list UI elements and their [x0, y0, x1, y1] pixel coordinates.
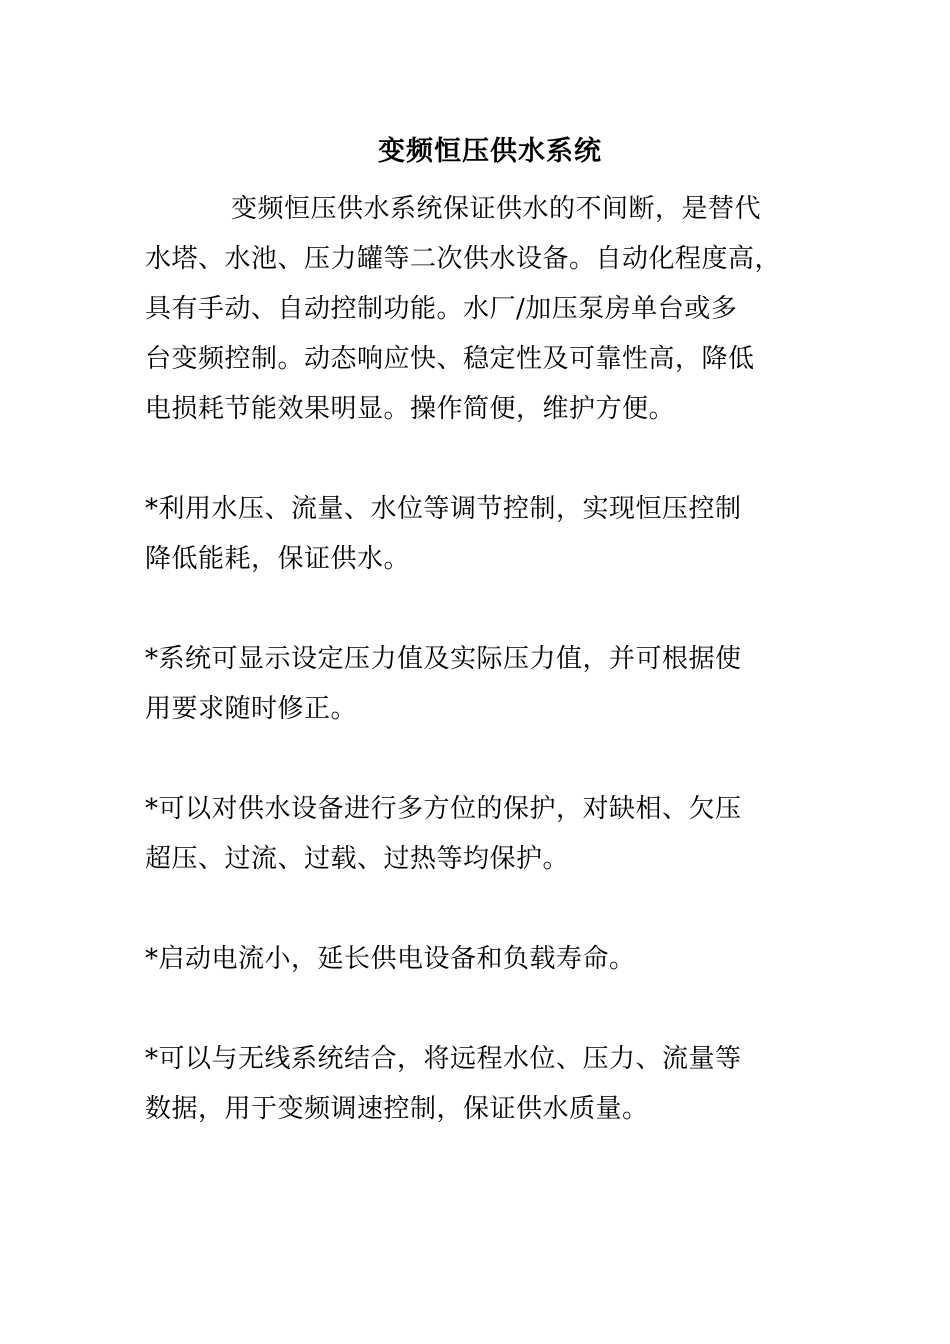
bullet-line: 超压、过流、过载、过热等均保护。: [145, 844, 570, 874]
bullet-line: 用要求随时修正。: [145, 694, 358, 724]
intro-line: 台变频控制。动态响应快、稳定性及可靠性高，降低: [145, 344, 755, 374]
intro-line: 具有手动、自动控制功能。水厂/加压泵房单台或多: [145, 294, 738, 324]
feature-bullet: [145, 1034, 825, 1134]
bullet-line: 数据，用于变频调速控制，保证供水质量。: [145, 1094, 649, 1124]
bullet-line: *启动电流小，延长供电设备和负载寿命。: [145, 944, 636, 974]
bullet-line: *可以与无线系统结合，将远程水位、压力、流量等: [145, 1044, 742, 1074]
feature-bullet: [145, 484, 825, 584]
bullet-line: *可以对供水设备进行多方位的保护，对缺相、欠压: [145, 794, 742, 824]
bullet-line: *利用水压、流量、水位等调节控制，实现恒压控制: [145, 494, 742, 524]
intro-line: 电损耗节能效果明显。操作简便，维护方便。: [145, 394, 676, 424]
feature-bullet: [145, 934, 825, 984]
intro-paragraph: [145, 184, 825, 434]
document-page: [145, 136, 825, 1134]
feature-bullet: [145, 634, 825, 734]
intro-line: 变频恒压供水系统保证供水的不间断，是替代: [231, 194, 762, 224]
feature-bullet: [145, 784, 825, 884]
bullet-line: 降低能耗，保证供水。: [145, 544, 411, 574]
document-title: 变频恒压供水系统: [378, 136, 602, 167]
intro-line: 水塔、水池、压力罐等二次供水设备。自动化程度高，: [145, 244, 782, 274]
bullet-line: *系统可显示设定压力值及实际压力值，并可根据使: [145, 644, 742, 674]
